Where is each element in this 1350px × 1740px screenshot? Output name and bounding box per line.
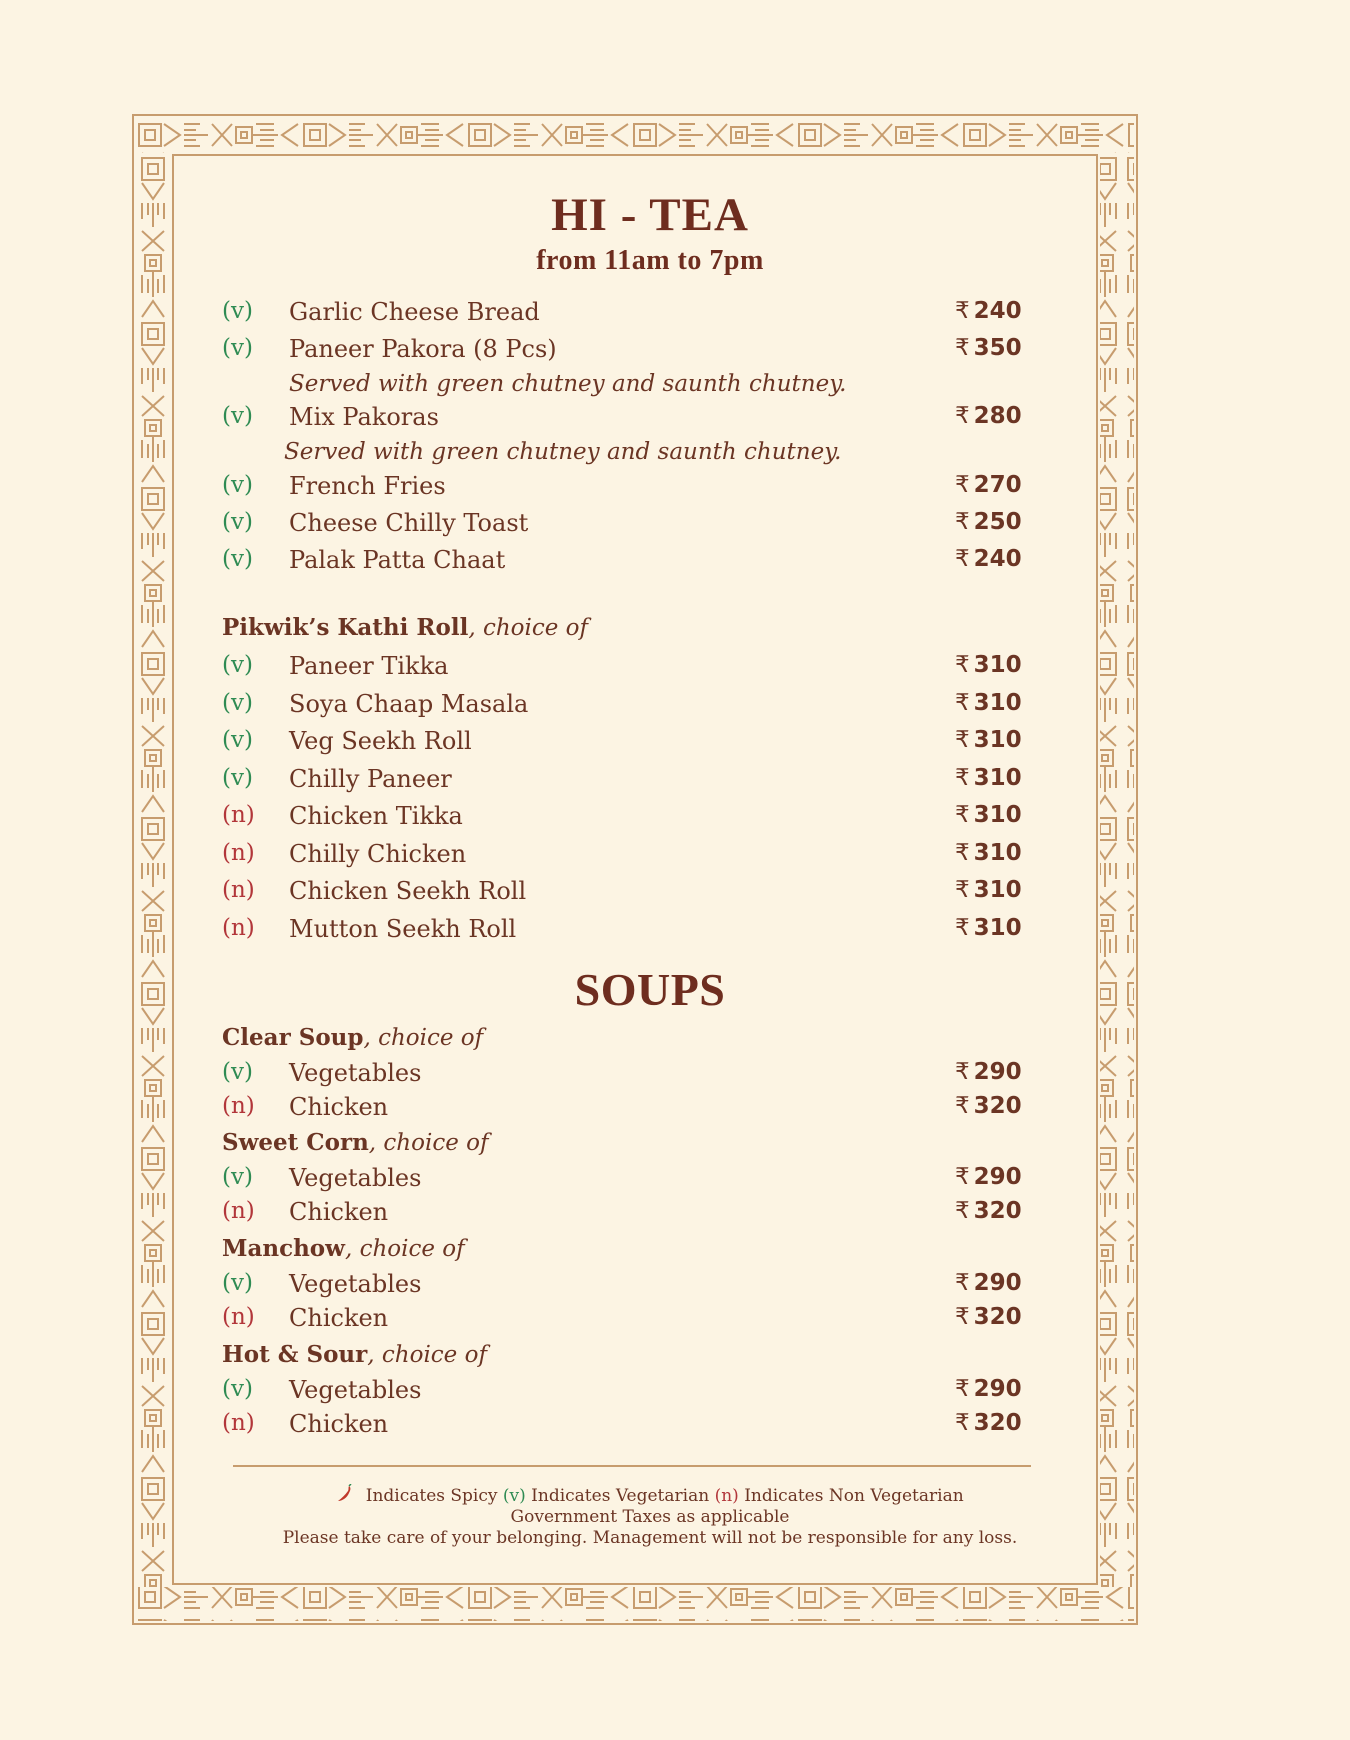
soup-group-choice: , choice of: [344, 1236, 465, 1262]
veg-marker: (v): [222, 1164, 253, 1190]
price-value: 240: [973, 546, 1022, 572]
menu-item: [0, 403, 1350, 465]
price-value: 310: [973, 764, 1022, 791]
veg-marker: (v): [222, 1270, 253, 1296]
soup-group-heading: [222, 1235, 465, 1271]
item-name: Soya Chaap Masala: [289, 689, 529, 718]
item-price: [955, 727, 1022, 753]
rupee-symbol: ₹: [955, 764, 970, 791]
menu-item: [0, 546, 1350, 582]
menu-item: [0, 472, 1350, 508]
item-price: [955, 1198, 1022, 1224]
rupee-symbol: ₹: [955, 1093, 970, 1119]
nonveg-marker: (n): [222, 914, 255, 941]
footer-legend: [0, 1484, 1300, 1506]
veg-marker: (v): [222, 335, 253, 361]
price-value: 250: [973, 509, 1022, 535]
kathi-roll-heading: [222, 614, 588, 650]
item-name: Paneer Tikka: [289, 652, 449, 680]
menu-item: [0, 915, 1350, 951]
price-value: 320: [973, 1410, 1022, 1436]
price-value: 270: [973, 472, 1022, 498]
price-value: 310: [973, 689, 1022, 716]
item-name: Vegetables: [289, 1164, 422, 1192]
rupee-symbol: ₹: [955, 403, 970, 429]
hitea-title: HI - TEA: [551, 189, 749, 241]
item-name: Vegetables: [289, 1059, 422, 1087]
item-name: Paneer Pakora (8 Pcs): [289, 335, 557, 363]
price-value: 350: [973, 335, 1022, 361]
item-description: Served with green chutney and saunth chutney.: [284, 439, 842, 465]
menu-item: [0, 690, 1350, 726]
nonveg-marker: (n): [222, 802, 255, 828]
price-value: 320: [973, 1198, 1022, 1224]
nonveg-legend-text: Indicates Non Vegetarian: [738, 1486, 964, 1506]
price-value: 240: [973, 298, 1022, 324]
item-name: Chicken: [289, 1304, 389, 1332]
rupee-symbol: ₹: [955, 689, 970, 716]
taxes-note: Government Taxes as applicable: [510, 1507, 790, 1527]
menu-item: [0, 1164, 1350, 1200]
item-name: Mutton Seekh Roll: [289, 914, 517, 943]
item-price: [955, 802, 1022, 828]
rupee-symbol: ₹: [955, 914, 970, 941]
rupee-symbol: ₹: [955, 1198, 970, 1224]
price-value: 320: [973, 1304, 1022, 1330]
item-name: Chicken: [289, 1093, 389, 1121]
menu-item: [0, 1304, 1350, 1340]
disclaimer-note: Please take care of your belonging. Management will not be responsible for any loss.: [282, 1528, 1018, 1548]
price-value: 290: [973, 1376, 1022, 1402]
item-price: [955, 509, 1022, 535]
veg-legend-text: Indicates Vegetarian: [525, 1486, 715, 1506]
item-name: Chicken: [289, 1410, 389, 1438]
price-value: 310: [973, 877, 1022, 903]
menu-item: [0, 298, 1350, 334]
menu-item: [0, 509, 1350, 545]
menu-item: [0, 840, 1350, 876]
nonveg-legend-mark: (n): [714, 1486, 739, 1506]
chili-icon: [336, 1484, 354, 1504]
menu-item: [0, 1270, 1350, 1306]
item-price: [955, 335, 1022, 361]
nonveg-marker: (n): [222, 1304, 255, 1330]
rupee-symbol: ₹: [955, 1059, 970, 1085]
soup-group-heading: [222, 1024, 483, 1060]
veg-marker: (v): [222, 403, 253, 429]
item-price: [955, 298, 1022, 324]
rupee-symbol: ₹: [955, 335, 970, 361]
nonveg-marker: (n): [222, 1093, 255, 1119]
price-value: 290: [973, 1270, 1022, 1296]
item-name: Palak Patta Chaat: [289, 546, 506, 574]
rupee-symbol: ₹: [955, 839, 970, 866]
item-price: [955, 1410, 1022, 1436]
item-name: Vegetables: [289, 1376, 422, 1404]
menu-item: [0, 802, 1350, 838]
veg-marker: (v): [222, 652, 253, 678]
soup-group-heading: [222, 1341, 487, 1377]
hitea-hours: from 11am to 7pm: [536, 245, 764, 276]
kathi-roll-name: Pikwik’s Kathi Roll: [222, 614, 469, 641]
item-price: [955, 546, 1022, 572]
price-value: 290: [973, 1059, 1022, 1085]
soup-group-choice: , choice of: [367, 1342, 487, 1368]
item-name: Chicken: [289, 1198, 389, 1226]
soup-group-name: Clear Soup: [222, 1024, 364, 1051]
price-value: 310: [973, 802, 1022, 828]
soup-group-choice: , choice of: [363, 1025, 484, 1051]
item-price: [955, 915, 1022, 941]
price-value: 310: [973, 839, 1022, 866]
rupee-symbol: ₹: [955, 1410, 970, 1436]
menu-item: [0, 765, 1350, 801]
veg-marker: (v): [222, 1376, 253, 1402]
item-price: [955, 1059, 1022, 1085]
menu-item: [0, 1198, 1350, 1234]
kathi-roll-choice: , choice of: [468, 615, 589, 641]
price-value: 310: [973, 727, 1022, 753]
item-description: Served with green chutney and saunth chutney.: [289, 371, 847, 397]
item-name: Cheese Chilly Toast: [289, 509, 529, 537]
rupee-symbol: ₹: [955, 1376, 970, 1402]
menu-item: [0, 1376, 1350, 1412]
veg-marker: (v): [222, 764, 253, 791]
veg-marker: (v): [222, 689, 253, 716]
item-price: [955, 877, 1022, 903]
veg-marker: (v): [222, 298, 253, 324]
item-price: [955, 1304, 1022, 1330]
item-price: [955, 1376, 1022, 1402]
rupee-symbol: ₹: [955, 652, 970, 678]
veg-marker: (v): [222, 546, 253, 572]
veg-marker: (v): [222, 1059, 253, 1085]
item-name: Vegetables: [289, 1270, 422, 1298]
menu-item: [0, 652, 1350, 688]
item-name: Veg Seekh Roll: [289, 727, 472, 755]
soup-group-name: Hot & Sour: [222, 1341, 368, 1368]
veg-marker: (v): [222, 472, 253, 498]
rupee-symbol: ₹: [955, 727, 970, 753]
item-name: Garlic Cheese Bread: [289, 298, 540, 326]
rupee-symbol: ₹: [955, 546, 970, 572]
rupee-symbol: ₹: [955, 1270, 970, 1296]
item-name: Chilly Paneer: [289, 764, 452, 793]
item-name: Chicken Tikka: [289, 802, 463, 830]
menu-item: [0, 1059, 1350, 1095]
item-price: [955, 840, 1022, 866]
menu-item: [0, 1093, 1350, 1129]
rupee-symbol: ₹: [955, 298, 970, 324]
veg-marker: (v): [222, 727, 253, 753]
item-name: French Fries: [289, 472, 446, 500]
item-name: Mix Pakoras: [289, 403, 439, 431]
item-price: [955, 1093, 1022, 1119]
item-price: [955, 652, 1022, 678]
item-name: Chilly Chicken: [289, 839, 467, 868]
rupee-symbol: ₹: [955, 1304, 970, 1330]
price-value: 320: [973, 1093, 1022, 1119]
item-price: [955, 403, 1022, 429]
soup-group-heading: [222, 1129, 488, 1165]
price-value: 280: [973, 403, 1022, 429]
item-name: Chicken Seekh Roll: [289, 877, 527, 905]
price-value: 310: [973, 652, 1022, 678]
menu-item: [0, 727, 1350, 763]
nonveg-marker: (n): [222, 877, 255, 903]
soup-group-choice: , choice of: [368, 1130, 489, 1156]
footer-divider: [233, 1465, 1031, 1467]
item-price: [955, 472, 1022, 498]
item-price: [955, 1270, 1022, 1296]
item-price: [955, 690, 1022, 716]
nonveg-marker: (n): [222, 1410, 255, 1436]
menu-item: [0, 877, 1350, 913]
nonveg-marker: (n): [222, 1198, 255, 1224]
soup-group-name: Sweet Corn: [222, 1129, 369, 1156]
price-value: 290: [973, 1164, 1022, 1190]
veg-legend-mark: (v): [502, 1486, 526, 1506]
spicy-legend-text: Indicates Spicy: [360, 1486, 503, 1506]
menu-item: [0, 335, 1350, 397]
item-price: [955, 1164, 1022, 1190]
rupee-symbol: ₹: [955, 877, 970, 903]
rupee-symbol: ₹: [955, 472, 970, 498]
rupee-symbol: ₹: [955, 509, 970, 535]
item-price: [955, 765, 1022, 791]
price-value: 310: [973, 914, 1022, 941]
veg-marker: (v): [222, 509, 253, 535]
nonveg-marker: (n): [222, 839, 255, 866]
soup-group-name: Manchow: [222, 1235, 345, 1262]
rupee-symbol: ₹: [955, 1164, 970, 1190]
soups-title: SOUPS: [574, 964, 726, 1015]
menu-item: [0, 1410, 1350, 1446]
rupee-symbol: ₹: [955, 802, 970, 828]
